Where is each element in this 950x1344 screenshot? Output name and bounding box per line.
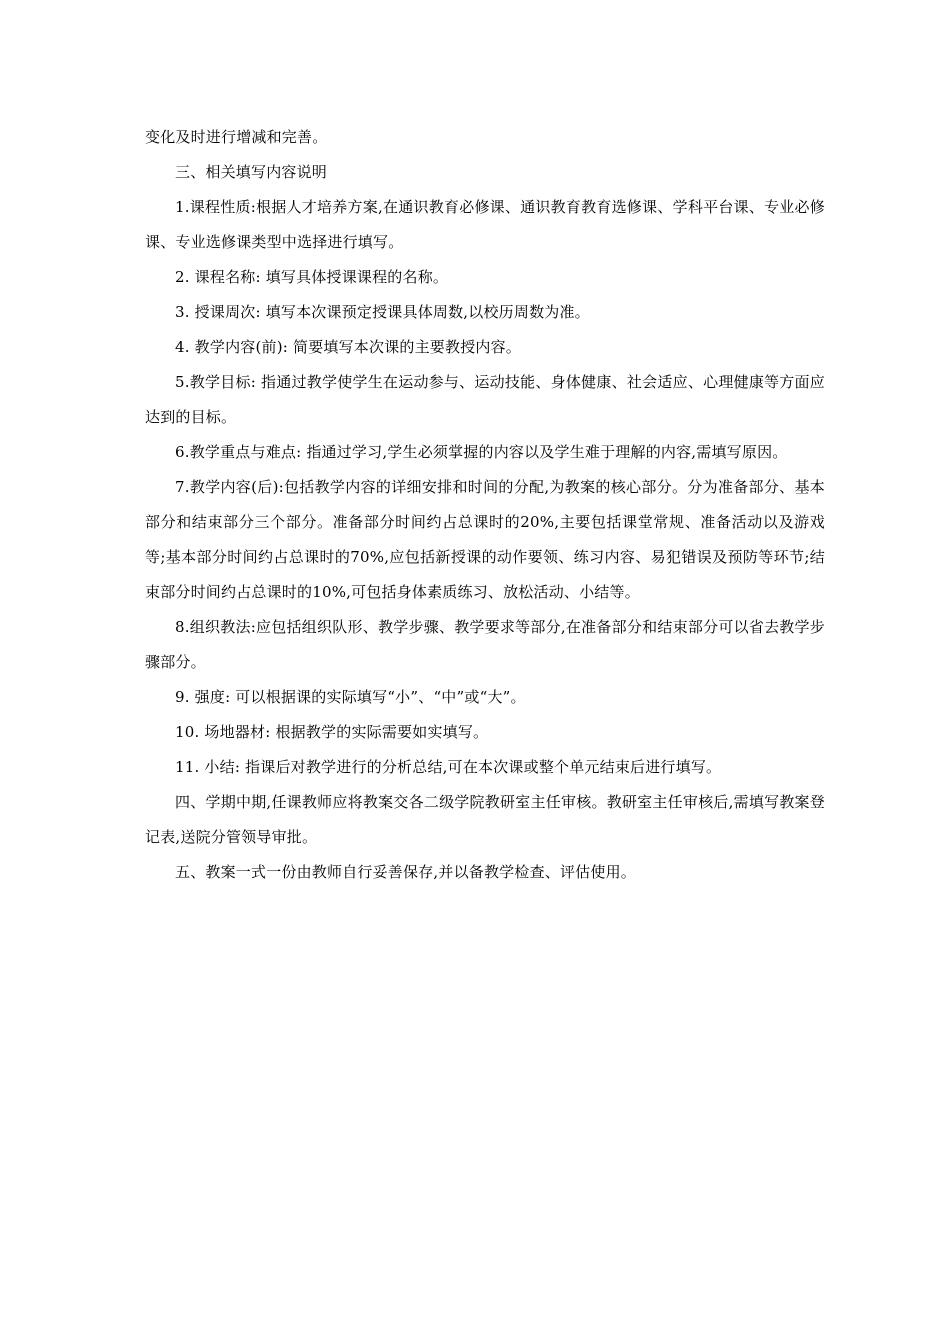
item-10-venue-equipment: 10. 场地器材: 根据教学的实际需要如实填写。: [175, 723, 489, 741]
item-4-content-before: 4. 教学内容(前): 简要填写本次课的主要教授内容。: [175, 338, 522, 356]
item-3-teaching-week: 3. 授课周次: 填写本次课预定授课具体周数,以校历周数为准。: [175, 303, 590, 321]
section-heading-4: 四、学期中期,任课教师应将教案交各二级学院教研室主任审核。教研室主任审核后,需填写教案登记表,送院分管领导审批。: [145, 793, 825, 846]
item-2-course-name: 2. 课程名称: 填写具体授课课程的名称。: [175, 268, 449, 286]
item-1-course-nature: 1.课程性质:根据人才培养方案,在通识教育必修课、通识教育教育选修课、学科平台课、专业必修课、专业选修课类型中选择进行填写。: [145, 198, 825, 251]
section-heading-5: 五、教案一式一份由教师自行妥善保存,并以备教学检查、评估使用。: [175, 863, 636, 881]
item-9-intensity: 9. 强度: 可以根据课的实际填写“小”、“中”或“大”。: [175, 688, 526, 706]
document-body: [145, 120, 825, 890]
item-7-content-after: 7.教学内容(后):包括教学内容的详细安排和时间的分配,为教案的核心部分。分为准备部分、基本部分和结束部分三个部分。准备部分时间约占总课时的20%,主要包括课堂常规、准备活动以及游戏等;基本部分时间约占总课时的70%,应包括新授课的动作要领、练习内容、易犯错误及预防等环节;结束部分时间约占总课时的10%,可包括身体素质练习、放松活动、小结等。: [145, 478, 825, 601]
item-6-key-points: 6.教学重点与难点: 指通过学习,学生必须掌握的内容以及学生难于理解的内容,需填写原因。: [175, 443, 788, 461]
item-5-teaching-goals: 5.教学目标: 指通过教学使学生在运动参与、运动技能、身体健康、社会适应、心理健康等方面应达到的目标。: [145, 373, 825, 426]
paragraph-continuation: 变化及时进行增减和完善。: [145, 128, 328, 146]
item-8-organization-method: 8.组织教法:应包括组织队形、教学步骤、教学要求等部分,在准备部分和结束部分可以省去教学步骤部分。: [145, 618, 825, 671]
item-11-summary: 11. 小结: 指课后对教学进行的分析总结,可在本次课或整个单元结束后进行填写。: [175, 758, 722, 776]
section-heading-3: 三、相关填写内容说明: [175, 163, 328, 181]
